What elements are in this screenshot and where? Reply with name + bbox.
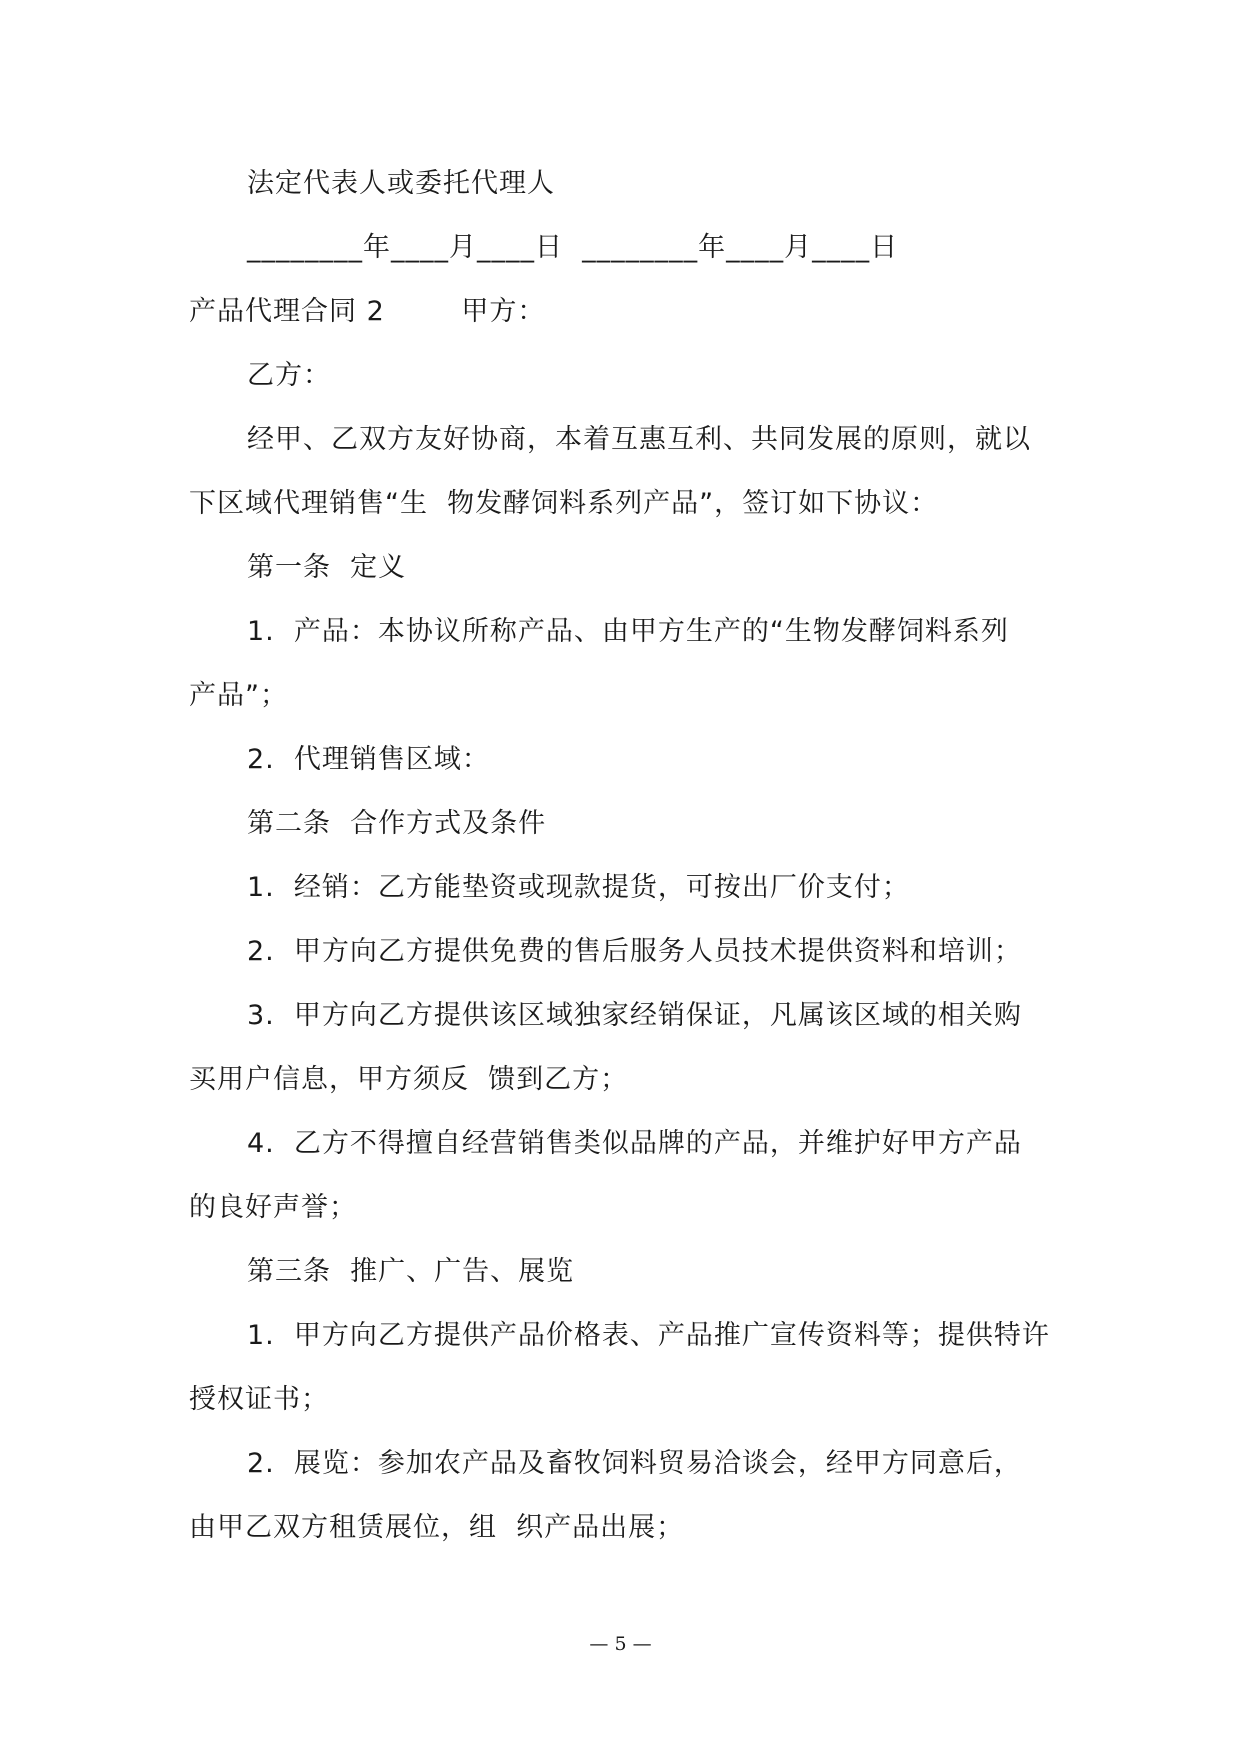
text-line-13: 2. 甲方向乙方提供免费的售后服务人员技术提供资料和培训； (247, 936, 1022, 967)
text-line-9: 产品”； (189, 680, 288, 711)
text-line-14: 3. 甲方向乙方提供该区域独家经销保证，凡属该区域的相关购 (247, 1000, 1022, 1031)
section-heading-3: 第三条 推广、广告、展览 (247, 1256, 575, 1287)
text-line-22: 由甲乙双方租赁展位，组 织产品出展； (189, 1512, 685, 1543)
text-line-4: 乙方： (247, 360, 331, 391)
text-line-1: 法定代表人或委托代理人 (247, 168, 555, 199)
text-line-10: 2. 代理销售区域： (247, 744, 490, 775)
text-line-17: 的良好声誉； (189, 1192, 357, 1223)
text-line-5: 经甲、乙双方友好协商，本着互惠互利、共同发展的原则，就以 (247, 424, 1031, 455)
text-line-12: 1. 经销：乙方能垫资或现款提货，可按出厂价支付； (247, 872, 910, 903)
text-line-16: 4. 乙方不得擅自经营销售类似品牌的产品，并维护好甲方产品 (247, 1128, 1022, 1159)
section-heading-1: 第一条 定义 (247, 552, 407, 583)
text-line-8: 1. 产品：本协议所称产品、由甲方生产的“生物发酵饲料系列 (247, 616, 1009, 647)
text-line-20: 授权证书； (189, 1384, 329, 1415)
text-line-21: 2. 展览：参加农产品及畜牧饲料贸易洽谈会，经甲方同意后， (247, 1448, 1022, 1479)
text-line-3: 产品代理合同 2 甲方： (189, 296, 546, 327)
text-line-15: 买用户信息，甲方须反 馈到乙方； (189, 1064, 629, 1095)
text-line-2: ________年____月____日 ________年____月____日 (247, 232, 899, 263)
section-heading-2: 第二条 合作方式及条件 (247, 808, 547, 839)
page-number: — 5 — (589, 1633, 652, 1655)
text-line-6: 下区域代理销售“生 物发酵饲料系列产品”，签订如下协议： (189, 488, 939, 519)
text-line-19: 1. 甲方向乙方提供产品价格表、产品推广宣传资料等；提供特许 (247, 1320, 1050, 1351)
